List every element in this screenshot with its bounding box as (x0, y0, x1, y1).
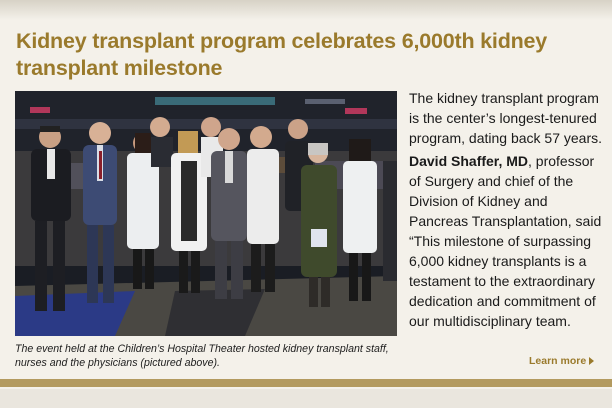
top-band (0, 0, 612, 20)
doctor-name: David Shaffer, MD (409, 153, 529, 169)
gold-divider (0, 379, 612, 387)
quote-text: , professor of Surgery and chief of the Division of Kidney and Pancreas Transplantation, said “This milestone of surpassing 6,000 kidney transplants is a testament to the extraordinary dedication and commitment of our multidisciplinary team. (409, 153, 602, 329)
chevron-right-icon (589, 357, 594, 365)
learn-more-label: Learn more (529, 355, 587, 367)
quote-paragraph (409, 151, 605, 331)
footer-strip (0, 389, 612, 408)
learn-more-link[interactable] (529, 355, 594, 367)
intro-paragraph: The kidney transplant program is the center’s longest-tenured program, dating back 57 years. (409, 90, 602, 146)
group-photo (15, 91, 397, 336)
photo-caption: The event held at the Children’s Hospital Theater hosted kidney transplant staff, nurses and the physicians (pictured above). (15, 343, 389, 369)
headline: Kidney transplant program celebrates 6,000th kidney transplant milestone (16, 29, 548, 80)
article-body (409, 88, 605, 331)
bottom-band (0, 377, 612, 408)
